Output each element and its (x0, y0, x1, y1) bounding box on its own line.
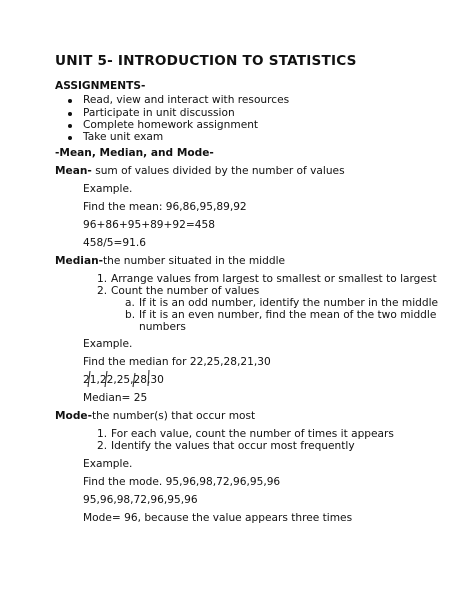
mean-definition-line (55, 165, 345, 178)
median-step-text: Count the number of values (111, 285, 260, 297)
mode-term: Mode- (55, 410, 92, 422)
bullet-icon (68, 99, 72, 103)
section-heading: -Mean, Median, and Mode- (55, 147, 214, 159)
median-step-number: 2. (97, 285, 108, 297)
assignment-item: Read, view and interact with resources (83, 94, 290, 106)
median-step-text: Arrange values from largest to smallest or smallest to largest (111, 273, 437, 285)
bullet-icon (68, 136, 72, 140)
mode-definition: the number(s) that occur most (92, 410, 256, 422)
mode-step-text: Identify the values that occur most frequently (111, 440, 355, 452)
mode-result: Mode= 96, because the value appears three times (83, 512, 353, 524)
strike-mark (105, 371, 107, 387)
mode-problem: Find the mode. 95,96,98,72,96,95,96 (83, 476, 281, 488)
median-result: Median= 25 (83, 392, 148, 404)
assignment-item: Complete homework assignment (83, 119, 259, 131)
median-substep-text: If it is an even number, find the mean of the two middle (139, 309, 437, 321)
bullet-icon (68, 112, 72, 116)
mean-sum: 96+86+95+89+92=458 (83, 219, 216, 231)
strike-mark (133, 373, 135, 387)
bullet-icon (68, 124, 72, 128)
mean-definition: sum of values divided by the number of values (91, 165, 345, 177)
strike-mark (148, 370, 149, 386)
assignment-item: Participate in unit discussion (83, 107, 235, 119)
mode-step-number: 1. (97, 428, 108, 440)
mode-step-text: For each value, count the number of times it appears (111, 428, 394, 440)
mean-result: 458/5=91.6 (83, 237, 146, 249)
median-definition-line (55, 255, 285, 268)
median-problem: Find the median for 22,25,28,21,30 (83, 356, 271, 368)
median-substep-continuation: numbers (139, 321, 186, 333)
median-step-number: 1. (97, 273, 108, 285)
mode-definition-line (55, 410, 255, 423)
mode-values: 95,96,98,72,96,95,96 (83, 494, 198, 506)
strike-mark (88, 371, 90, 387)
mean-term: Mean- (55, 165, 92, 177)
assignments-heading: ASSIGNMENTS- (55, 80, 146, 92)
median-example-label: Example. (83, 338, 133, 350)
mode-step-number: 2. (97, 440, 108, 452)
median-term: Median- (55, 255, 104, 267)
mean-example-label: Example. (83, 183, 133, 195)
assignment-item: Take unit exam (83, 131, 164, 143)
median-substep-letter: a. (125, 297, 135, 309)
mode-example-label: Example. (83, 458, 133, 470)
mean-problem: Find the mean: 96,86,95,89,92 (83, 201, 247, 213)
page-title: UNIT 5- INTRODUCTION TO STATISTICS (55, 53, 357, 69)
median-sorted-values: 21,22,25,28,30 (83, 374, 164, 386)
median-substep-letter: b. (125, 309, 136, 321)
median-substep-text: If it is an odd number, identify the number in the middle (139, 297, 439, 309)
median-definition: the number situated in the middle (103, 255, 286, 267)
strike-marks (83, 368, 163, 390)
